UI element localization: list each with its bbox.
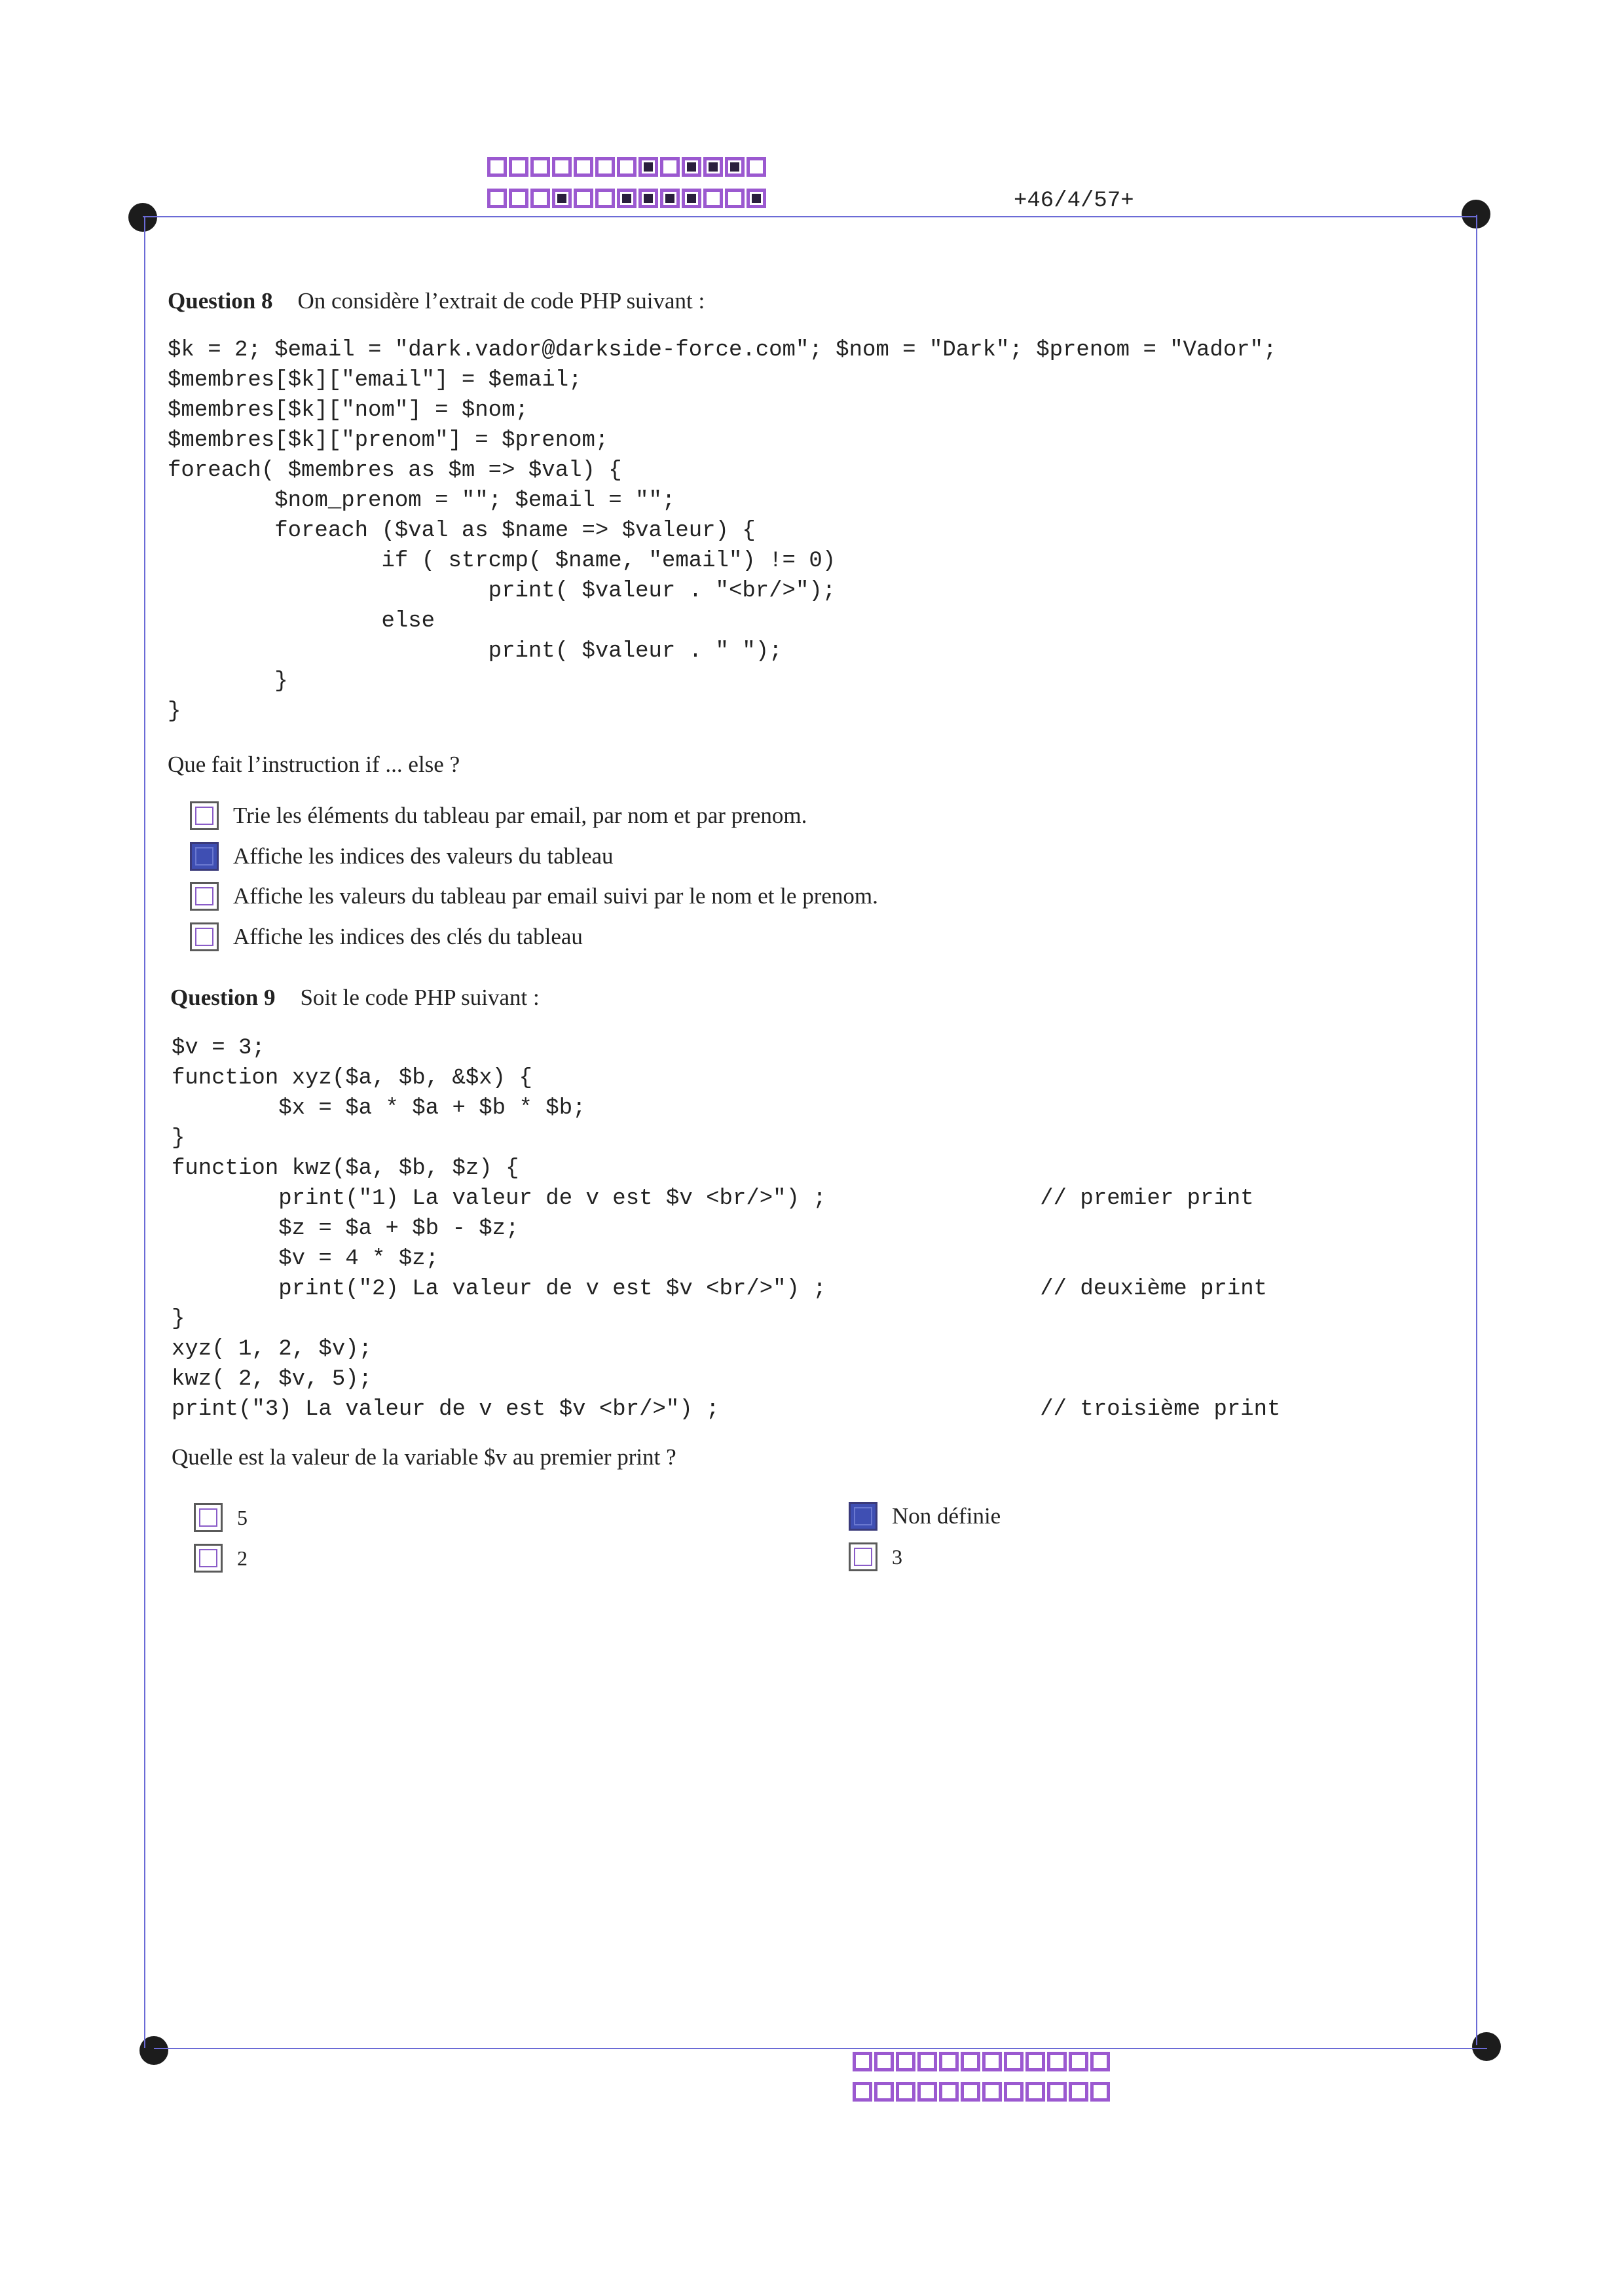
code-bit-box bbox=[574, 189, 593, 208]
checkbox[interactable] bbox=[190, 922, 219, 951]
code-bit-box bbox=[487, 157, 507, 177]
code-bit-box bbox=[982, 2052, 1002, 2071]
bottom-code-row-2 bbox=[853, 2082, 1112, 2102]
question-9-code: $v = 3; function xyz($a, $b, &$x) { $x = $a * $a + $b * $b; } function kwz($a, $b, $z) { print("1) La valeur de v est $v <br/>") ; // premier print $z = $a + $b - $z; $v = 4 * $z; print("2) La valeur de v est $v <br/>") ; // deuxième print } xyz( 1, 2, $v); kwz( 2, $v, 5); print("3) La valeur de v est $v <br/>") ; // troisième print bbox=[172, 1036, 1281, 1422]
code-bit-box bbox=[725, 157, 745, 177]
answer-label: 5 bbox=[237, 1505, 248, 1529]
answer-label: Affiche les valeurs du tableau par email suivi par le nom et le prenom. bbox=[233, 883, 878, 909]
answer-label: Non définie bbox=[892, 1503, 1001, 1529]
code-bit-box bbox=[896, 2052, 915, 2071]
code-bit-box bbox=[917, 2052, 937, 2071]
code-bit-box bbox=[703, 157, 723, 177]
q9-answer-4[interactable] bbox=[849, 1542, 902, 1571]
code-bit-box bbox=[939, 2052, 959, 2071]
q9-answer-1[interactable] bbox=[194, 1503, 248, 1532]
code-bit-box bbox=[660, 189, 680, 208]
code-bit-box bbox=[874, 2082, 894, 2102]
code-bit-box bbox=[1047, 2082, 1067, 2102]
checkbox[interactable] bbox=[190, 882, 219, 911]
code-bit-box bbox=[939, 2082, 959, 2102]
checkbox[interactable] bbox=[194, 1544, 223, 1573]
question-9-title: Soit le code PHP suivant : bbox=[300, 985, 540, 1010]
bottom-code-row-1 bbox=[853, 2052, 1112, 2071]
q8-answer-4[interactable] bbox=[190, 922, 583, 951]
q9-answer-2[interactable] bbox=[194, 1544, 248, 1573]
code-bit-box bbox=[982, 2082, 1002, 2102]
answer-label: 2 bbox=[237, 1546, 248, 1570]
code-bit-box bbox=[638, 189, 658, 208]
code-bit-box bbox=[617, 189, 637, 208]
question-8-number: Question 8 bbox=[168, 288, 273, 314]
code-bit-box bbox=[574, 157, 593, 177]
code-bit-box bbox=[509, 157, 528, 177]
code-bit-box bbox=[1090, 2052, 1110, 2071]
answer-label: Affiche les indices des valeurs du tableau bbox=[233, 843, 614, 869]
code-bit-box bbox=[660, 157, 680, 177]
q8-answer-1[interactable] bbox=[190, 801, 807, 830]
q9-answer-3[interactable] bbox=[849, 1502, 1001, 1531]
code-bit-box bbox=[1025, 2052, 1045, 2071]
question-9-prompt: Quelle est la valeur de la variable $v au premier print ? bbox=[172, 1444, 676, 1470]
checkbox[interactable] bbox=[190, 801, 219, 830]
q8-answer-3[interactable] bbox=[190, 882, 878, 911]
code-bit-box bbox=[1004, 2052, 1024, 2071]
code-bit-box bbox=[682, 157, 701, 177]
answer-label: Trie les éléments du tableau par email, par nom et par prenom. bbox=[233, 803, 807, 828]
top-code-row-2 bbox=[487, 189, 768, 208]
code-bit-box bbox=[1047, 2052, 1067, 2071]
code-bit-box bbox=[530, 157, 550, 177]
page-id: +46/4/57+ bbox=[1014, 189, 1134, 213]
code-bit-box bbox=[552, 189, 572, 208]
answer-label: 3 bbox=[892, 1544, 902, 1569]
question-8-code: $k = 2; $email = "dark.vador@darkside-force.com"; $nom = "Dark"; $prenom = "Vador"; $membres[$k]["email"] = $email; $membres[$k]["nom"] = $nom; $membres[$k]["prenom"] = $prenom; foreach( $membres as $m => $val) { $nom_prenom = ""; $email = ""; foreach ($val as $name => $valeur) { if ( strcmp( $name, "email") != 0) print( $valeur . "<br/>"); else print( $valeur . " "); } } bbox=[168, 338, 1277, 724]
code-bit-box bbox=[1069, 2082, 1088, 2102]
code-bit-box bbox=[747, 157, 766, 177]
code-bit-box bbox=[552, 157, 572, 177]
top-code-row-1 bbox=[487, 157, 768, 177]
code-bit-box bbox=[509, 189, 528, 208]
code-bit-box bbox=[638, 157, 658, 177]
code-bit-box bbox=[961, 2052, 980, 2071]
frame-bottom bbox=[154, 2048, 1487, 2049]
code-bit-box bbox=[747, 189, 766, 208]
code-bit-box bbox=[703, 189, 723, 208]
question-8-title: On considère l’extrait de code PHP suivant : bbox=[297, 288, 705, 314]
q8-answer-2[interactable] bbox=[190, 842, 614, 871]
code-bit-box bbox=[530, 189, 550, 208]
code-bit-box bbox=[961, 2082, 980, 2102]
answer-label: Affiche les indices des clés du tableau bbox=[233, 924, 583, 949]
frame-top bbox=[143, 216, 1476, 217]
checkbox[interactable] bbox=[849, 1502, 877, 1531]
code-bit-box bbox=[874, 2052, 894, 2071]
code-bit-box bbox=[853, 2052, 872, 2071]
code-bit-box bbox=[1090, 2082, 1110, 2102]
code-bit-box bbox=[617, 157, 637, 177]
question-9-header bbox=[170, 985, 540, 1011]
code-bit-box bbox=[1069, 2052, 1088, 2071]
code-bit-box bbox=[725, 189, 745, 208]
code-bit-box bbox=[917, 2082, 937, 2102]
code-bit-box bbox=[595, 189, 615, 208]
question-8-header bbox=[168, 288, 705, 314]
code-bit-box bbox=[595, 157, 615, 177]
checkbox[interactable] bbox=[849, 1542, 877, 1571]
code-bit-box bbox=[896, 2082, 915, 2102]
code-bit-box bbox=[1004, 2082, 1024, 2102]
checkbox[interactable] bbox=[194, 1503, 223, 1532]
code-bit-box bbox=[487, 189, 507, 208]
checkbox[interactable] bbox=[190, 842, 219, 871]
registration-mark-top-left bbox=[128, 203, 157, 232]
frame-right bbox=[1476, 215, 1477, 2045]
code-bit-box bbox=[682, 189, 701, 208]
code-bit-box bbox=[1025, 2082, 1045, 2102]
frame-left bbox=[144, 217, 145, 2048]
question-9-number: Question 9 bbox=[170, 985, 276, 1010]
question-8-prompt: Que fait l’instruction if ... else ? bbox=[168, 752, 460, 777]
code-bit-box bbox=[853, 2082, 872, 2102]
